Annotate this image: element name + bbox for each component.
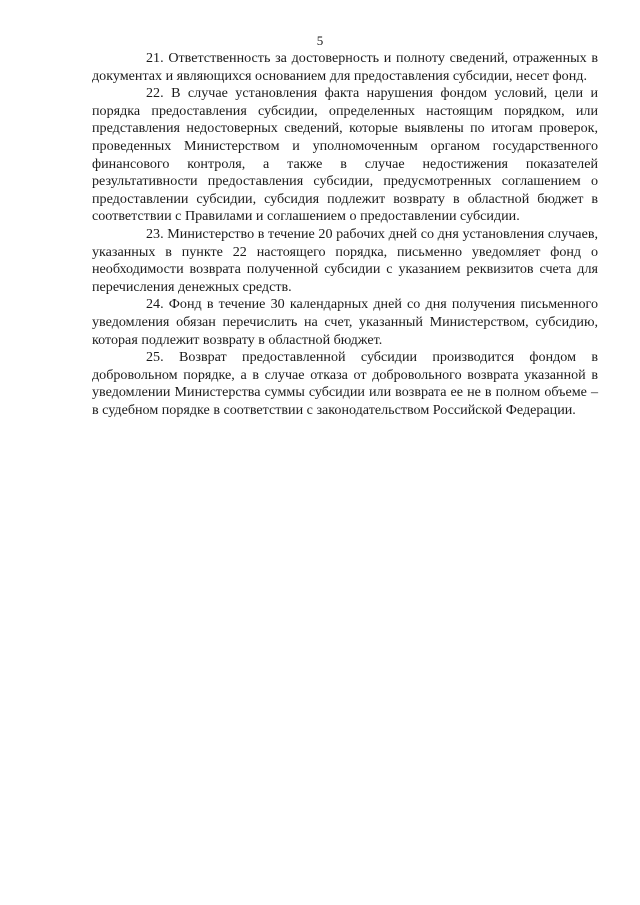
paragraph-21: 21. Ответственность за достоверность и полноту сведений, отраженных в документах и являющихся основанием для предоставления субсидии, несет фонд. [92, 50, 598, 84]
document-body [92, 50, 598, 419]
paragraph-23: 23. Министерство в течение 20 рабочих дней со дня установления случаев, указанных в пункте 22 настоящего порядка, письменно уведомляет фонд о необходимости возврата полученной субсидии с указанием реквизитов счета для перечисления денежных средств. [92, 225, 598, 295]
paragraph-25: 25. Возврат предоставленной субсидии производится фондом в добровольном порядке, а в случае отказа от добровольного возврата указанной в уведомлении Министерства суммы субсидии или возврата ее не в полном объеме – в судебном порядке в соответствии с законодательством Российской Федерации. [92, 349, 598, 418]
paragraph-22: 22. В случае установления факта нарушения фондом условий, цели и порядка предоставления субсидии, определенных настоящим порядком, или представления недостоверных сведений, которые выявлены по итогам проверок, проведенных Министерством и уполномоченным органом государственного финансового контроля, а также в случае недостижения показателей результативности предоставления субсидии, предусмотренных соглашением о предоставлении субсидии, субсидия подлежит возврату в областной бюджет в соответствии с Правилами и соглашением о предоставлении субсидии. [92, 85, 598, 225]
page-number: 5 [316, 33, 324, 48]
paragraph-24: 24. Фонд в течение 30 календарных дней со дня получения письменного уведомления обязан перечислить на счет, указанный Министерством, субсидию, которая подлежит возврату в областной бюджет. [92, 296, 598, 348]
